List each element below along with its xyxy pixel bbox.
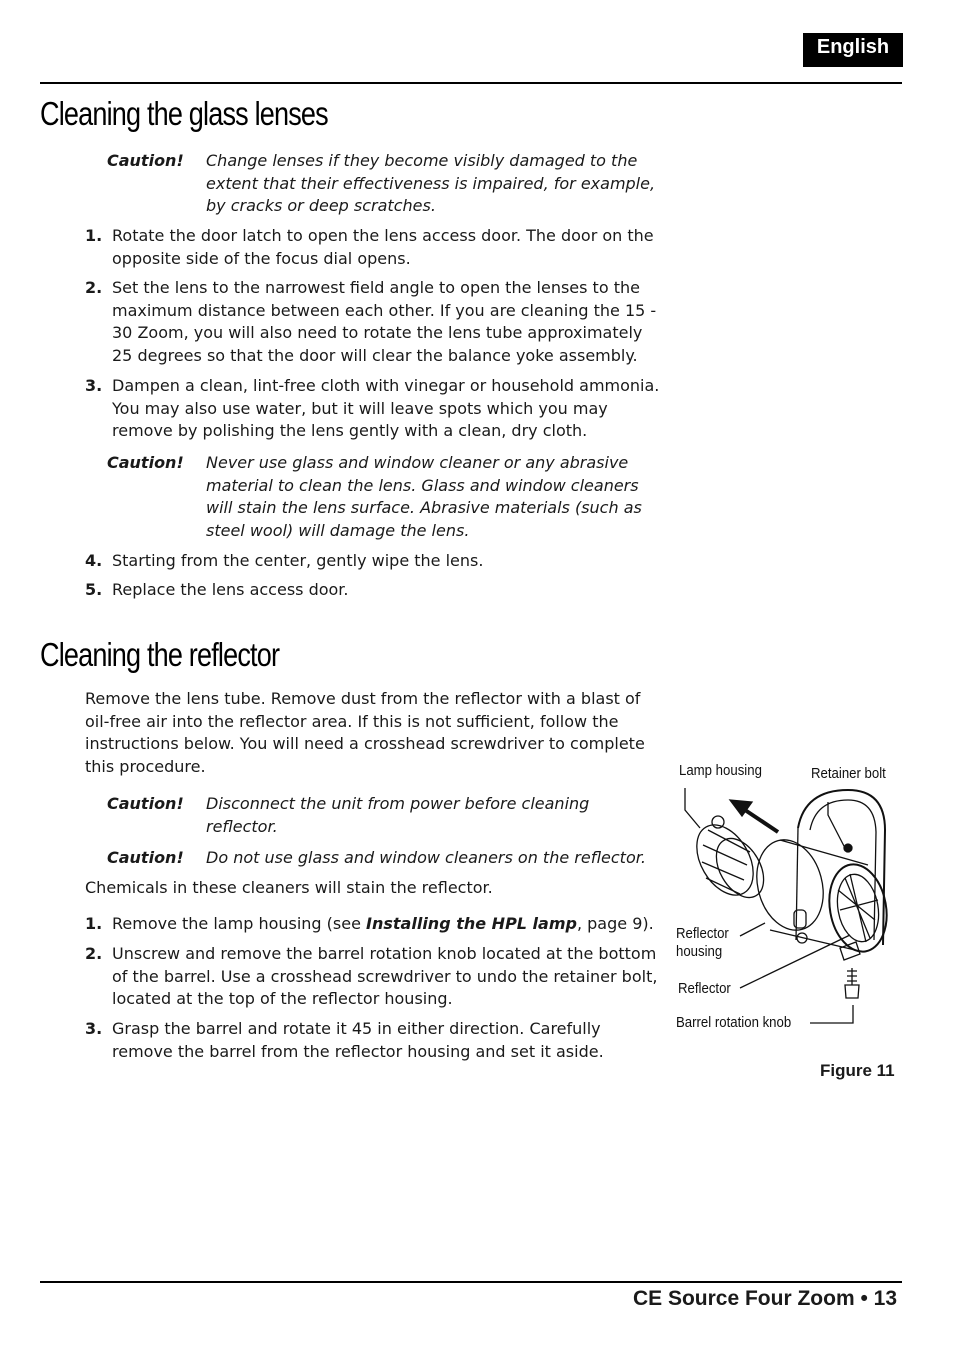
step-number: 1. xyxy=(85,914,103,933)
label-reflector-housing: housing xyxy=(676,943,723,960)
step-text: Dampen a clean, lint-free cloth with vinegar or household ammonia. You may also use water, but it will leave spots which you may remove by polishing the lens gently with a clean, dry cloth. xyxy=(112,376,660,441)
barrel-knob-drawing xyxy=(845,968,859,998)
list-item xyxy=(85,277,665,367)
step-text: Rotate the door latch to open the lens access door. The door on the opposite side of the focus dial opens. xyxy=(112,226,654,268)
step-number: 2. xyxy=(85,944,103,963)
arrow-icon xyxy=(730,800,778,832)
reflector-assembly-illustration xyxy=(670,770,910,1040)
leader-reflector-housing xyxy=(740,923,765,936)
list-item xyxy=(85,579,665,602)
caution-glass-cleaner xyxy=(107,452,667,542)
lamp-housing-drawing xyxy=(685,815,773,906)
intro-paragraph: Remove the lens tube. Remove dust from the reflector with a blast of oil-free air into the reflector area. If this is not sufficient, follow the instructions below. You will need a crosshead screwdriver to complete this procedure. xyxy=(85,689,645,776)
caution-label: Caution! xyxy=(107,794,184,813)
section-title-lenses: Cleaning the glass lenses xyxy=(40,95,328,132)
step-number: 2. xyxy=(85,278,103,297)
header-rule xyxy=(40,82,902,84)
list-item xyxy=(85,375,665,443)
caution-label: Caution! xyxy=(107,151,184,170)
caution-text: Never use glass and window cleaner or any abrasive material to clean the lens. Glass and window cleaners will stain the lens surface. Abrasive materials (such as steel wool) will damage the lens. xyxy=(206,453,642,540)
label-reflector-housing: Reflector xyxy=(676,925,729,942)
list-item xyxy=(85,550,665,573)
step-number: 3. xyxy=(85,376,103,395)
step-text: Grasp the barrel and rotate it 45 in either direction. Carefully remove the barrel from the reflector housing and set it aside. xyxy=(112,1019,604,1061)
list-item xyxy=(85,943,665,1011)
leader-retainer-bolt xyxy=(828,802,845,848)
step-text: Starting from the center, gently wipe the lens. xyxy=(112,551,484,570)
reflector-housing-drawing xyxy=(747,832,893,960)
list-item xyxy=(85,225,665,270)
label-lamp-housing: Lamp housing xyxy=(679,762,762,779)
caution-text: Change lenses if they become visibly damaged to the extent that their effectiveness is impaired, for example, by cracks or deep scratches. xyxy=(206,151,656,216)
caution-text: Disconnect the unit from power before cleaning reflector. xyxy=(206,794,590,836)
label-barrel-rotation-knob: Barrel rotation knob xyxy=(676,1014,792,1031)
footer-rule xyxy=(40,1281,902,1283)
page-footer: CE Source Four Zoom • 13 xyxy=(632,1287,897,1310)
caution-disconnect-power xyxy=(107,793,607,838)
leader-lamp-housing xyxy=(685,788,700,828)
list-item xyxy=(85,913,665,936)
language-tab: English xyxy=(803,33,903,67)
step-number: 5. xyxy=(85,580,103,599)
step-number: 3. xyxy=(85,1019,103,1038)
step-text xyxy=(112,913,665,936)
step-text: Replace the lens access door. xyxy=(112,580,349,599)
chemicals-note: Chemicals in these cleaners will stain the reflector. xyxy=(85,878,493,897)
list-item xyxy=(85,1018,640,1063)
caution-text: Do not use glass and window cleaners on the reflector. xyxy=(206,848,646,867)
caution-label: Caution! xyxy=(107,848,184,867)
step-text-post: , page 9). xyxy=(576,914,654,933)
label-retainer-bolt: Retainer bolt xyxy=(811,765,886,782)
step-text-pre: Remove the lamp housing (see xyxy=(112,914,367,933)
caution-label: Caution! xyxy=(107,453,184,472)
section-title-reflector: Cleaning the reflector xyxy=(40,636,280,673)
caution-lens-damage xyxy=(107,150,667,218)
step-text: Set the lens to the narrowest field angle to open the lenses to the maximum distance between each other. If you are cleaning the 15 - 30 Zoom, you will also need to rotate the lens tube approximately 25 degrees so that the door will clear the balance yoke assembly. xyxy=(112,278,657,365)
label-reflector: Reflector xyxy=(678,980,731,997)
step-number: 1. xyxy=(85,226,103,245)
leader-barrel-knob xyxy=(810,1005,853,1023)
step-number: 4. xyxy=(85,551,103,570)
leader-reflector xyxy=(740,935,850,988)
figure-caption: Figure 11 xyxy=(820,1061,895,1080)
cross-reference-link[interactable]: Installing the HPL lamp xyxy=(366,914,577,933)
step-text: Unscrew and remove the barrel rotation knob located at the bottom of the barrel. Use a crosshead screwdriver to undo the retainer bolt, located at the top of the reflector housing. xyxy=(112,944,658,1009)
caution-reflector-cleaner xyxy=(107,847,667,870)
